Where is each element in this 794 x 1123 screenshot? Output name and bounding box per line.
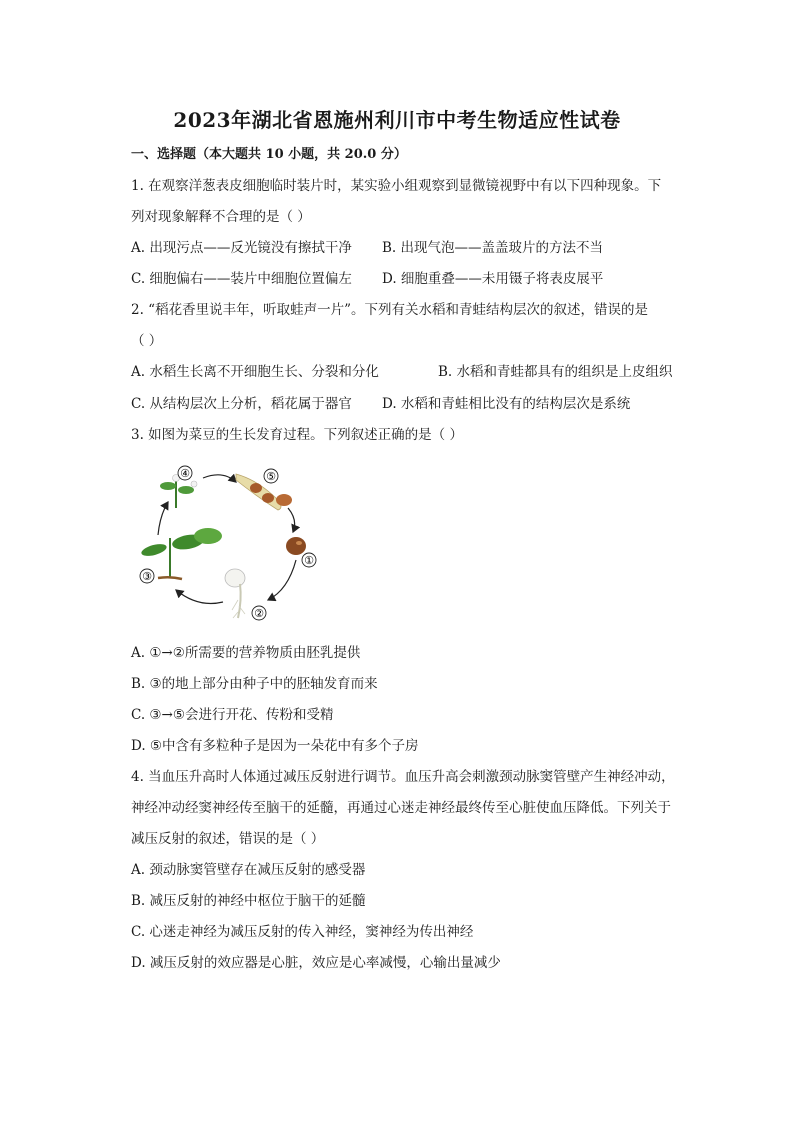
q2-option-b: B. 水稻和青蛙都具有的组织是上皮组织 <box>438 364 673 380</box>
arrow-4-to-5 <box>203 475 236 482</box>
label-stage-1: ① <box>304 554 314 567</box>
q2-option-a: A. 水稻生长离不开细胞生长、分裂和分化 <box>131 364 379 380</box>
q4-option-c: C. 心迷走神经为减压反射的传入神经，窦神经为传出神经 <box>131 924 474 940</box>
arrow-3-to-4 <box>158 502 168 535</box>
q4-stem-line-1: 4. 当血压升高时人体通过减压反射进行调节。血压升高会刺激颈动脉窦管壁产生神经冲动， <box>131 769 675 785</box>
q3-option-d: D. ⑤中含有多粒种子是因为一朵花中有多个子房 <box>131 738 419 754</box>
label-stage-4: ④ <box>180 467 190 480</box>
q4-stem-line-3: 减压反射的叙述，错误的是（ ） <box>131 831 325 847</box>
bean-growth-cycle-diagram <box>128 460 328 628</box>
stage-4-flowering-plant <box>160 475 197 509</box>
label-stage-3: ③ <box>142 570 152 583</box>
q3-option-a: A. ①→②所需要的营养物质由胚乳提供 <box>131 645 361 661</box>
q1-option-a: A. 出现污点——反光镜没有擦拭干净 <box>131 240 352 256</box>
q2-option-d: D. 水稻和青蛙相比没有的结构层次是系统 <box>382 396 631 412</box>
arrow-1-to-2 <box>268 560 296 600</box>
q1-stem-line-1: 1. 在观察洋葱表皮细胞临时装片时，某实验小组观察到显微镜视野中有以下四种现象。下 <box>131 178 662 194</box>
stage-5-bean-pod <box>236 474 292 510</box>
page-title: 2023年湖北省恩施州利川市中考生物适应性试卷 <box>173 108 621 132</box>
q3-stem-line-1: 3. 如图为菜豆的生长发育过程。下列叙述正确的是（ ） <box>131 427 463 443</box>
q1-stem-line-2: 列对现象解释不合理的是（ ） <box>131 209 311 225</box>
stage-1-seed <box>286 537 306 555</box>
arrow-5-to-1 <box>288 508 295 532</box>
stage-2-germinating-seed <box>225 569 245 618</box>
q4-option-b: B. 减压反射的神经中枢位于脑干的延髓 <box>131 893 366 909</box>
q2-stem-line-1: 2. “稻花香里说丰年，听取蛙声一片”。下列有关水稻和青蛙结构层次的叙述，错误的是 <box>131 302 648 318</box>
q1-option-d: D. 细胞重叠——未用镊子将表皮展平 <box>382 271 604 287</box>
label-stage-2: ② <box>254 607 264 620</box>
arrow-2-to-3 <box>176 590 223 604</box>
q2-stem-line-2: （ ） <box>131 333 163 349</box>
q4-option-a: A. 颈动脉窦管壁存在减压反射的感受器 <box>131 862 366 878</box>
q1-option-b: B. 出现气泡——盖盖玻片的方法不当 <box>382 240 604 256</box>
q4-stem-line-2: 神经冲动经窦神经传至脑干的延髓，再通过心迷走神经最终传至心脏使血压降低。下列关于 <box>131 800 671 816</box>
q1-option-c: C. 细胞偏右——装片中细胞位置偏左 <box>131 271 352 287</box>
label-stage-5: ⑤ <box>266 470 276 483</box>
q3-option-c: C. ③→⑤会进行开花、传粉和受精 <box>131 707 334 723</box>
q3-option-b: B. ③的地上部分由种子中的胚轴发育而来 <box>131 676 378 692</box>
q2-option-c: C. 从结构层次上分析，稻花属于器官 <box>131 396 352 412</box>
section-heading: 一、选择题（本大题共 10 小题，共 20.0 分） <box>131 147 407 162</box>
q4-option-d: D. 减压反射的效应器是心脏，效应是心率减慢，心输出量减少 <box>131 955 501 971</box>
